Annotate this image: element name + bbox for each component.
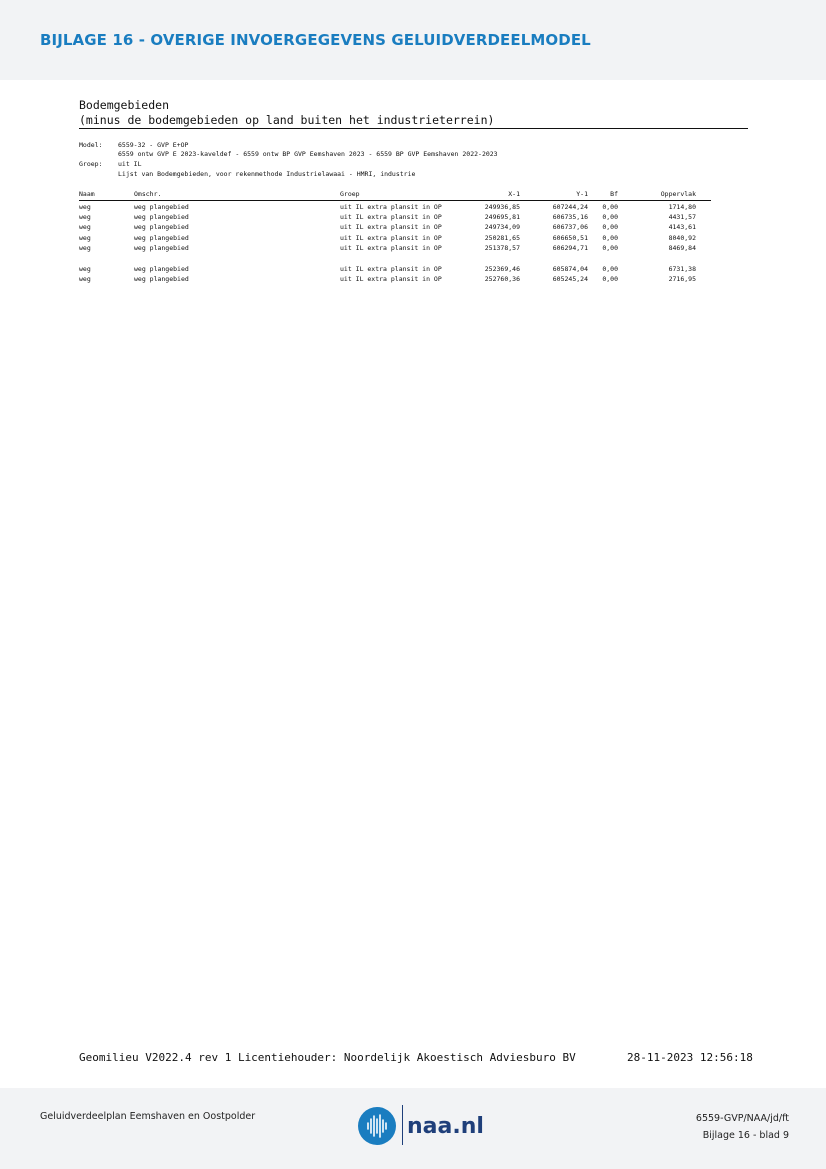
cell-bf: 0,00 xyxy=(602,275,618,283)
col-header-omschr: Omschr. xyxy=(134,190,162,198)
cell-groep: uit IL extra plansit in OP xyxy=(340,213,442,221)
cell-omschr: weg plangebied xyxy=(134,244,189,252)
col-header-oppervlak: Oppervlak xyxy=(660,190,696,198)
project-name: Geluidverdeelplan Eemshaven en Oostpolder xyxy=(40,1111,256,1122)
cell-omschr: weg plangebied xyxy=(134,213,189,221)
page-title: BIJLAGE 16 - OVERIGE INVOERGEGEVENS GELUIDVERDEELMODEL xyxy=(40,31,591,49)
groep-label: Groep: xyxy=(79,160,103,168)
cell-groep: uit IL extra plansit in OP xyxy=(340,275,442,283)
cell-naam: weg xyxy=(79,213,91,221)
cell-y1: 605245,24 xyxy=(552,275,588,283)
print-timestamp: 28-11-2023 12:56:18 xyxy=(627,1051,753,1064)
col-header-bf: Bf xyxy=(610,190,618,198)
groep-value: uit IL xyxy=(118,160,142,168)
cell-bf: 0,00 xyxy=(602,265,618,273)
cell-y1: 606650,51 xyxy=(552,234,588,242)
cell-omschr: weg plangebied xyxy=(134,223,189,231)
cell-y1: 606294,71 xyxy=(552,244,588,252)
cell-groep: uit IL extra plansit in OP xyxy=(340,244,442,252)
cell-x1: 249734,09 xyxy=(484,223,520,231)
cell-groep: uit IL extra plansit in OP xyxy=(340,223,442,231)
cell-naam: weg xyxy=(79,265,91,273)
cell-x1: 249695,81 xyxy=(484,213,520,221)
cell-bf: 0,00 xyxy=(602,244,618,252)
cell-naam: weg xyxy=(79,234,91,242)
cell-groep: uit IL extra plansit in OP xyxy=(340,234,442,242)
col-header-y1: Y-1 xyxy=(576,190,588,198)
cell-groep: uit IL extra plansit in OP xyxy=(340,265,442,273)
page-header xyxy=(0,0,826,80)
section-divider xyxy=(79,128,748,129)
table-header-rule xyxy=(79,200,711,201)
page-footer xyxy=(0,1088,826,1169)
cell-omschr: weg plangebied xyxy=(134,203,189,211)
cell-groep: uit IL extra plansit in OP xyxy=(340,203,442,211)
cell-x1: 249936,85 xyxy=(484,203,520,211)
soundwave-icon xyxy=(358,1107,396,1145)
model-description: 6559 ontw GVP E 2023-kaveldef - 6559 ontw BP GVP Eemshaven 2023 - 6559 BP GVP Eemshaven 2022-2023 xyxy=(118,150,498,158)
cell-oppervlak: 8040,92 xyxy=(668,234,696,242)
logo-text: naa.nl xyxy=(407,1114,484,1139)
col-header-naam: Naam xyxy=(79,190,95,198)
cell-bf: 0,00 xyxy=(602,213,618,221)
cell-omschr: weg plangebied xyxy=(134,234,189,242)
cell-y1: 607244,24 xyxy=(552,203,588,211)
software-license-line: Geomilieu V2022.4 rev 1 Licentiehouder: Noordelijk Akoestisch Adviesburo BV xyxy=(79,1051,576,1064)
groep-description: Lijst van Bodemgebieden, voor rekenmethode Industrielawaai - HMRI, industrie xyxy=(118,170,416,178)
col-header-groep: Groep xyxy=(340,190,360,198)
cell-oppervlak: 4431,57 xyxy=(668,213,696,221)
cell-x1: 250281,65 xyxy=(484,234,520,242)
footer-reference xyxy=(696,1110,789,1144)
col-header-x1: X-1 xyxy=(508,190,520,198)
cell-oppervlak: 8469,84 xyxy=(668,244,696,252)
cell-y1: 606737,06 xyxy=(552,223,588,231)
logo-divider xyxy=(402,1105,403,1145)
cell-omschr: weg plangebied xyxy=(134,275,189,283)
document-reference: 6559-GVP/NAA/jd/ft xyxy=(695,1113,789,1124)
cell-x1: 252760,36 xyxy=(484,275,520,283)
cell-omschr: weg plangebied xyxy=(134,265,189,273)
model-label: Model: xyxy=(79,141,103,149)
cell-bf: 0,00 xyxy=(602,234,618,242)
model-value: 6559-32 - GVP E+OP xyxy=(118,141,189,149)
cell-bf: 0,00 xyxy=(602,203,618,211)
naa-logo-icon xyxy=(358,1107,396,1145)
cell-naam: weg xyxy=(79,244,91,252)
cell-naam: weg xyxy=(79,223,91,231)
section-title-line-2: (minus de bodemgebieden op land buiten het industrieterrein) xyxy=(79,113,495,127)
cell-y1: 606735,16 xyxy=(552,213,588,221)
cell-x1: 251378,57 xyxy=(484,244,520,252)
cell-oppervlak: 4143,61 xyxy=(668,223,696,231)
cell-bf: 0,00 xyxy=(602,223,618,231)
cell-naam: weg xyxy=(79,203,91,211)
cell-y1: 605874,04 xyxy=(552,265,588,273)
cell-oppervlak: 2716,95 xyxy=(668,275,696,283)
cell-x1: 252369,46 xyxy=(484,265,520,273)
section-title xyxy=(79,98,494,128)
page-number: Bijlage 16 - blad 9 xyxy=(702,1130,789,1141)
cell-naam: weg xyxy=(79,275,91,283)
cell-oppervlak: 6731,38 xyxy=(668,265,696,273)
section-title-line-1: Bodemgebieden xyxy=(79,98,170,112)
cell-oppervlak: 1714,80 xyxy=(668,203,696,211)
